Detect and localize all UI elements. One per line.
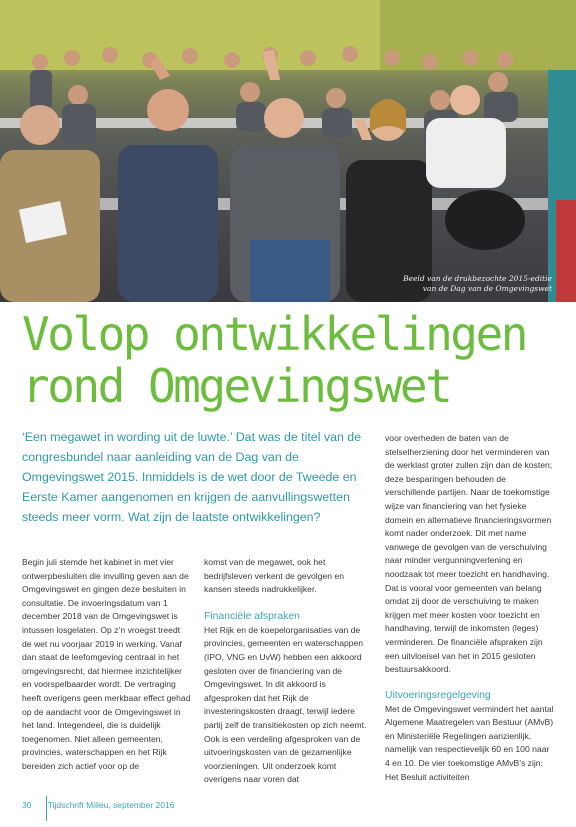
col3-paragraph-1: voor overheden de baten van de stelselherziening door het verminderen van de werklast groter zullen zijn dan de kosten; deze besparingen behouden de verschillende partijen. Naar de toekomstige wijze van financiering van het fysieke domein en alternatieve financieringsvormen komt nader onderzoek. Dit met name vanwege de gevolgen van de verschuiving naar minder vergunningverlening en noodzaak tot meer toezicht en handhaving. Dat is vooral voor gemeenten van belang omdat zij door de verschuiving te maken krijgen met meer kosten voor toezicht en handhaving, terwijl de inkomsten (leges) verminderen. De financiële afspraken zijn een uitvloeisel van het in 2015 gesloten bestuursakkoord.: [385, 433, 553, 675]
intro-lead: ‘Een megawet in wording uit de luwte.’ Dat was de titel van de congresbundel naar aanleiding van de Dag van de Omgevingswet 2015. Inmiddels is de wet door de Tweede en Eerste Kamer aangenomen en krijgen de aanvullingswetten steeds meer vorm. Wat zijn de laatste ontwikkelingen?: [22, 430, 362, 524]
col1-paragraph: Begin juli stemde het kabinet in met vier ontwerpbesluiten die invulling geven aan de Omgevingswet en gingen deze besluiten in consultatie. De invoeringsdatum van 1 december 2018 van de Omgevingswet is intussen losgelaten. Op z’n vroegst treedt de wet nu voorjaar 2019 in werking. Vanaf dan staat de leefomgeving centraal in het omgevingsrecht, dat hiermee inzichtelijker en voorspelbaarder wordt. De vertraging heeft overigens geen merkbaar effect gehad op de aandacht voor de Omgevingswet in het land. Integendeel, die is duidelijk toegenomen. Niet alleen gemeenten, provincies, waterschappen en het Rijk bereiden zich actief voor op de: [22, 557, 191, 771]
body-column-3: [385, 432, 555, 784]
title-line-2: rond Omgevingswet: [22, 359, 451, 413]
col2-paragraph-1: komst van de megawet, ook het bedrijfsleven verkent de gevolgen en kansen steeds nadrukkelijker.: [204, 557, 344, 595]
caption-line-2: van de Dag van de Omgevingswet: [422, 284, 552, 293]
publication-name: Tijdschrift Milieu, september 2016: [47, 800, 175, 810]
article-title: [22, 308, 562, 412]
photo-caption: [403, 274, 552, 294]
col3-paragraph-2: Met de Omgevingswet vermindert het aantal Algemene Maatregelen van Bestuur (AMvB) en Ministeriële Regelingen aanzienlijk, namelijk van respectievelijk 60 en 100 naar 4 en 10. De vier toekomstige AMvB’s zijn: Het Besluit activiteiten: [385, 703, 554, 782]
body-column-2: [204, 556, 374, 787]
section-heading-financiele-afspraken: Financiële afspraken: [204, 610, 300, 622]
title-line-1: Volop ontwikkelingen: [22, 307, 526, 361]
section-heading-uitvoeringsregelgeving: Uitvoeringsregelgeving: [385, 689, 491, 701]
page-footer: [22, 800, 174, 810]
col2-paragraph-2: Het Rijk en de koepelorganisaties van de provincies, gemeenten en waterschappen (IPO, VNG en UvW) hebben een akkoord gesloten over de financiering van de Omgevingswet. In dit akkoord is afgesproken dat het Rijk de investeringskosten draagt, terwijl iedere partij zelf de transitiekosten op zich neemt. Ook is een verdeling afgesproken van de uitvoeringskosten van de gezamenlijke voorzieningen. Uit onderzoek komt overigens naar voren dat: [204, 624, 367, 785]
body-column-1: [22, 556, 192, 774]
audience-illustration: [0, 0, 576, 302]
page-number: 30: [22, 800, 32, 810]
caption-line-1: Beeld van de drukbezochte 2015-editie: [403, 274, 552, 283]
header-photo: [0, 0, 576, 302]
